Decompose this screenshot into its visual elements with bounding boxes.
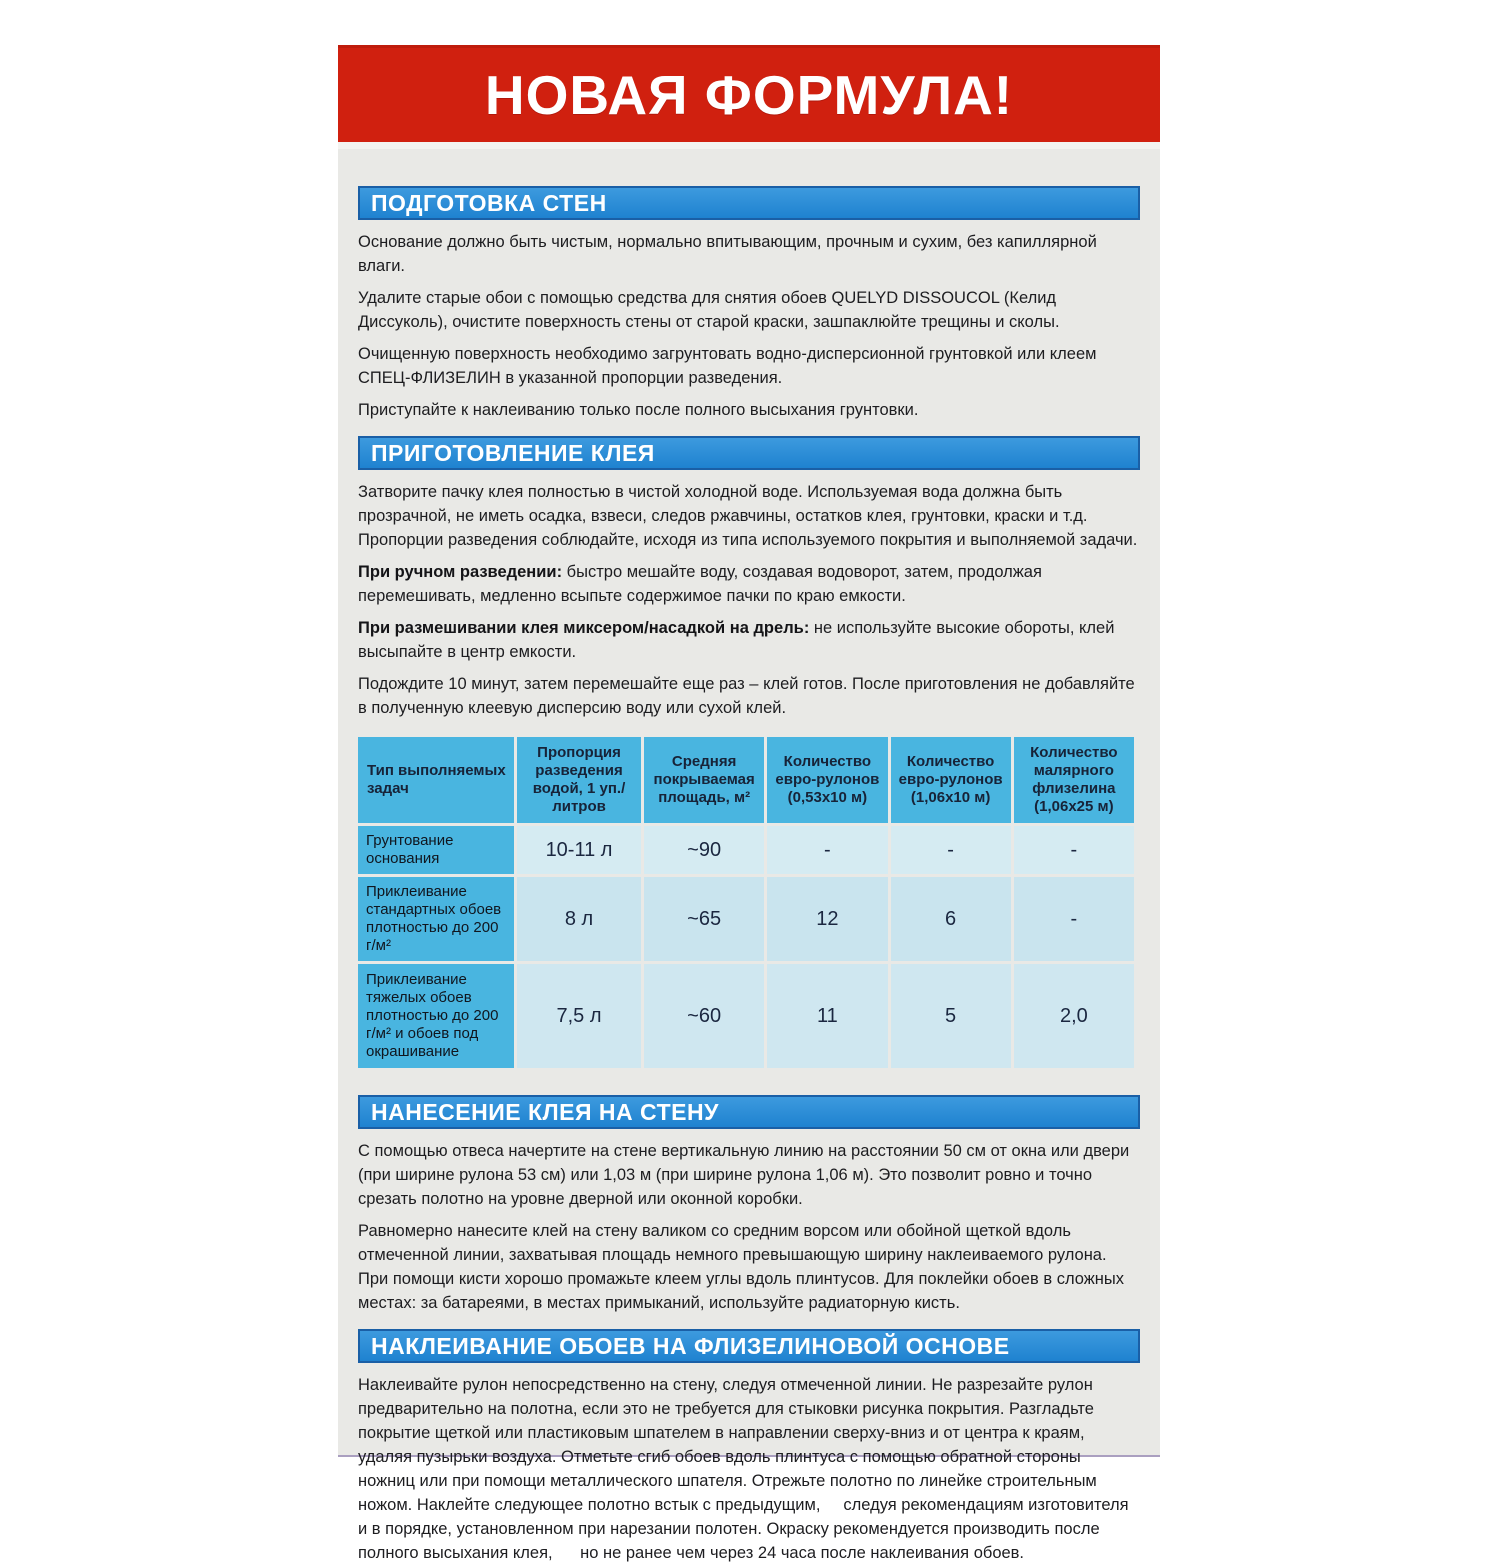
paragraph: Основание должно быть чистым, нормально впитывающим, прочным и сухим, без капиллярной влаги. bbox=[358, 233, 1097, 275]
section-heading-wall-preparation bbox=[358, 186, 1140, 220]
banner-separator bbox=[338, 142, 1160, 149]
paragraph: Наклеивайте рулон непосредственно на стену, следуя отмеченной линии. Не разрезайте рулон предварительно на полотна, если это не требуется для стыковки рисунка покрытия. Разгладьте покрытие щеткой или пластиковым шпателем в направлении сверху-вниз и от центра к краям, удаляя пузырьки воздуха. Отметьте сгиб обоев вдоль плинтуса с помощью обратной стороны ножниц или при помощи металлического шпателя. Отрежьте полотно по линейке строительным ножом. Наклейте следующее полотно встык с предыдущим, следуя рекомендациям изготовителя и в порядке, установленном при нарезании полотен. Окраску рекомендуется производить после полного высыхания клея, но не ранее чем через 24 часа после наклеивания обоев. bbox=[358, 1376, 1129, 1562]
table-header-row bbox=[358, 737, 1134, 823]
value-cell: 6 bbox=[891, 877, 1011, 961]
dilution-table bbox=[355, 734, 1137, 1071]
task-label-cell: Приклеивание стандартных обоев плотностью до 200 г/м² bbox=[358, 877, 514, 961]
task-label-cell: Грунтование основания bbox=[358, 826, 514, 874]
banner-title: НОВАЯ ФОРМУЛА! bbox=[484, 64, 1014, 126]
column-header-coverage: Средняя покрываемая площадь, м² bbox=[644, 737, 764, 823]
table-row bbox=[358, 826, 1134, 874]
value-cell: - bbox=[767, 826, 887, 874]
value-cell: 5 bbox=[891, 964, 1011, 1068]
paragraph bbox=[358, 560, 1140, 608]
paragraph: Затворите пачку клея полностью в чистой холодной воде. Используемая вода должна быть прозрачной, не иметь осадка, взвеси, следов ржавчины, остатков клея, грунтовки, краски и т.д. Пропорции разведения соблюдайте, исходя из типа используемого покрытия и выполняемой задачи. bbox=[358, 483, 1138, 549]
section-heading-glue-preparation bbox=[358, 436, 1140, 470]
value-cell: ~60 bbox=[644, 964, 764, 1068]
paragraph: Удалите старые обои с помощью средства для снятия обоев QUELYD DISSOUCOL (Келид Диссуколь), очистите поверхность стены от старой краски, зашпаклюйте трещины и сколы. bbox=[358, 289, 1060, 331]
paragraph-lead: При размешивании клея миксером/насадкой на дрель: bbox=[358, 619, 810, 637]
instructions-content bbox=[338, 149, 1160, 1565]
paragraph: Равномерно нанесите клей на стену валиком со средним ворсом или обойной щеткой вдоль отмеченной линии, захватывая площадь немного превышающую ширину наклеиваемого рулона. При помощи кисти хорошо промажьте клеем углы вдоль плинтусов. Для поклейки обоев в сложных местах: за батареями, в местах примыканий, используйте радиаторную кисть. bbox=[358, 1222, 1125, 1312]
value-cell: 2,0 bbox=[1014, 964, 1134, 1068]
paragraph: С помощью отвеса начертите на стене вертикальную линию на расстоянии 50 см от окна или двери (при ширине рулона 53 см) или 1,03 м (при ширине рулона 1,06 м). Это позволит ровно и точно срезать полотно на уровне дверной или оконной коробки. bbox=[358, 1142, 1130, 1208]
value-cell: - bbox=[1014, 877, 1134, 961]
paragraph: Приступайте к наклеиванию только после полного высыхания грунтовки. bbox=[358, 401, 919, 419]
paragraph bbox=[358, 616, 1140, 664]
paragraph: Подождите 10 минут, затем перемешайте еще раз – клей готов. После приготовления не добавляйте в полученную клеевую дисперсию воду или сухой клей. bbox=[358, 675, 1135, 717]
value-cell: ~90 bbox=[644, 826, 764, 874]
section-heading-label: НАНЕСЕНИЕ КЛЕЯ НА СТЕНУ bbox=[371, 1098, 719, 1125]
table-row bbox=[358, 877, 1134, 961]
section-heading-wallpaper-hanging bbox=[358, 1329, 1140, 1363]
paragraph-text: не используйте высокие обороты, клей высыпайте в центр емкости. bbox=[358, 619, 1115, 661]
column-header-dilution: Пропорция разведения водой, 1 уп./литров bbox=[517, 737, 641, 823]
table-row bbox=[358, 964, 1134, 1068]
paragraph-lead: При ручном разведении: bbox=[358, 563, 563, 581]
column-header-paintable-nonwoven: Количество малярного флизелина (1,06х25 м) bbox=[1014, 737, 1134, 823]
column-header-euro-rolls-106: Количество евро-рулонов (1,06х10 м) bbox=[891, 737, 1011, 823]
value-cell: 10-11 л bbox=[517, 826, 641, 874]
value-cell: ~65 bbox=[644, 877, 764, 961]
new-formula-banner bbox=[338, 45, 1160, 142]
section-heading-label: ПОДГОТОВКА СТЕН bbox=[371, 189, 607, 216]
column-header-euro-rolls-053: Количество евро-рулонов (0,53х10 м) bbox=[767, 737, 887, 823]
value-cell: - bbox=[1014, 826, 1134, 874]
section-heading-label: НАКЛЕИВАНИЕ ОБОЕВ НА ФЛИЗЕЛИНОВОЙ ОСНОВЕ bbox=[371, 1332, 1010, 1359]
value-cell: - bbox=[891, 826, 1011, 874]
section-heading-label: ПРИГОТОВЛЕНИЕ КЛЕЯ bbox=[371, 439, 655, 466]
value-cell: 8 л bbox=[517, 877, 641, 961]
paragraph: Очищенную поверхность необходимо загрунтовать водно-дисперсионной грунтовкой или клеем СПЕЦ-ФЛИЗЕЛИН в указанной пропорции разведения. bbox=[358, 345, 1097, 387]
value-cell: 11 bbox=[767, 964, 887, 1068]
section-heading-glue-application bbox=[358, 1095, 1140, 1129]
task-label-cell: Приклеивание тяжелых обоев плотностью до 200 г/м² и обоев под окрашивание bbox=[358, 964, 514, 1068]
value-cell: 12 bbox=[767, 877, 887, 961]
paragraph-text: быстро мешайте воду, создавая водоворот, затем, продолжая перемешивать, медленно всыпьте содержимое пачки по краю емкости. bbox=[358, 563, 1042, 605]
value-cell: 7,5 л bbox=[517, 964, 641, 1068]
column-header-task-type: Тип выполняемых задач bbox=[358, 737, 514, 823]
product-back-panel bbox=[338, 45, 1160, 1562]
